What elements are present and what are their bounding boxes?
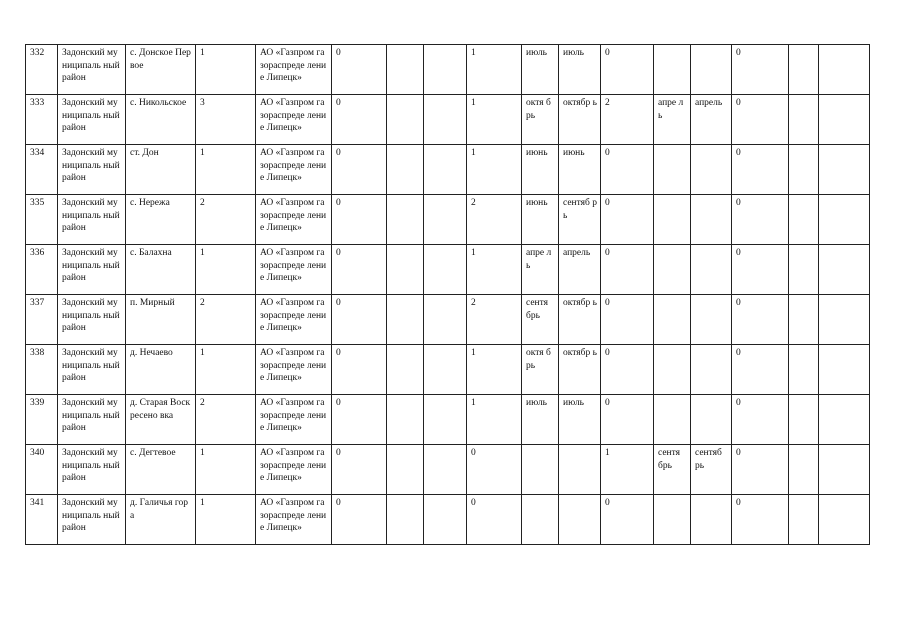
organization-cell: АО «Газпром газораспреде ление Липецк» bbox=[256, 145, 332, 195]
month-start-cell: октя брь bbox=[522, 345, 559, 395]
settlement-cell: п. Мирный bbox=[126, 295, 196, 345]
cell-17 bbox=[819, 345, 870, 395]
cell-9: 1 bbox=[467, 45, 522, 95]
settlement-cell: ст. Дон bbox=[126, 145, 196, 195]
cell-8 bbox=[424, 45, 467, 95]
row-number: 338 bbox=[26, 345, 58, 395]
cell-6: 0 bbox=[332, 395, 387, 445]
month-end-cell: октябр ь bbox=[559, 95, 601, 145]
district-cell: Задонский муниципаль ный район bbox=[58, 245, 126, 295]
month-end-cell: сентяб рь bbox=[559, 195, 601, 245]
settlement-cell: с. Балахна bbox=[126, 245, 196, 295]
cell-12: 0 bbox=[601, 495, 654, 545]
month-start-2-cell bbox=[654, 295, 691, 345]
cell-6: 0 bbox=[332, 95, 387, 145]
table-row bbox=[26, 445, 870, 495]
month-end-2-cell bbox=[691, 195, 732, 245]
month-end-2-cell bbox=[691, 345, 732, 395]
district-cell: Задонский муниципаль ный район bbox=[58, 145, 126, 195]
cell-9: 1 bbox=[467, 145, 522, 195]
settlement-cell: с. Донское Первое bbox=[126, 45, 196, 95]
table-row bbox=[26, 345, 870, 395]
month-start-2-cell bbox=[654, 345, 691, 395]
cell-17 bbox=[819, 295, 870, 345]
row-number: 336 bbox=[26, 245, 58, 295]
settlement-cell: с. Никольское bbox=[126, 95, 196, 145]
month-start-cell: октя брь bbox=[522, 95, 559, 145]
cell-12: 0 bbox=[601, 145, 654, 195]
cell-7 bbox=[387, 195, 424, 245]
cell-8 bbox=[424, 145, 467, 195]
cell-12: 2 bbox=[601, 95, 654, 145]
cell-9: 1 bbox=[467, 345, 522, 395]
cell-15: 0 bbox=[732, 245, 789, 295]
cell-17 bbox=[819, 395, 870, 445]
cell-12: 1 bbox=[601, 445, 654, 495]
month-end-2-cell: сентяб рь bbox=[691, 445, 732, 495]
table-row bbox=[26, 195, 870, 245]
district-cell: Задонский муниципаль ный район bbox=[58, 495, 126, 545]
cell-15: 0 bbox=[732, 345, 789, 395]
organization-cell: АО «Газпром газораспреде ление Липецк» bbox=[256, 195, 332, 245]
month-start-2-cell bbox=[654, 245, 691, 295]
district-cell: Задонский муниципаль ный район bbox=[58, 395, 126, 445]
row-number: 333 bbox=[26, 95, 58, 145]
cell-9: 1 bbox=[467, 395, 522, 445]
count-cell: 3 bbox=[196, 95, 256, 145]
month-start-2-cell: апре ль bbox=[654, 95, 691, 145]
cell-9: 1 bbox=[467, 95, 522, 145]
cell-17 bbox=[819, 245, 870, 295]
month-end-2-cell: апрель bbox=[691, 95, 732, 145]
month-end-cell bbox=[559, 445, 601, 495]
count-cell: 2 bbox=[196, 395, 256, 445]
row-number: 340 bbox=[26, 445, 58, 495]
month-start-2-cell bbox=[654, 395, 691, 445]
cell-8 bbox=[424, 395, 467, 445]
cell-12: 0 bbox=[601, 395, 654, 445]
cell-16 bbox=[789, 245, 819, 295]
cell-17 bbox=[819, 195, 870, 245]
cell-7 bbox=[387, 345, 424, 395]
settlement-cell: д. Нечаево bbox=[126, 345, 196, 395]
cell-6: 0 bbox=[332, 145, 387, 195]
cell-12: 0 bbox=[601, 345, 654, 395]
count-cell: 1 bbox=[196, 345, 256, 395]
month-end-cell: апрель bbox=[559, 245, 601, 295]
cell-17 bbox=[819, 145, 870, 195]
cell-15: 0 bbox=[732, 395, 789, 445]
table-row bbox=[26, 95, 870, 145]
cell-15: 0 bbox=[732, 445, 789, 495]
organization-cell: АО «Газпром газораспреде ление Липецк» bbox=[256, 45, 332, 95]
month-start-cell: апре ль bbox=[522, 245, 559, 295]
month-start-cell: июнь bbox=[522, 145, 559, 195]
cell-16 bbox=[789, 195, 819, 245]
cell-8 bbox=[424, 95, 467, 145]
table-row bbox=[26, 245, 870, 295]
cell-9: 2 bbox=[467, 295, 522, 345]
cell-9: 2 bbox=[467, 195, 522, 245]
organization-cell: АО «Газпром газораспреде ление Липецк» bbox=[256, 445, 332, 495]
count-cell: 1 bbox=[196, 245, 256, 295]
district-cell: Задонский муниципаль ный район bbox=[58, 95, 126, 145]
month-start-2-cell bbox=[654, 195, 691, 245]
organization-cell: АО «Газпром газораспреде ление Липецк» bbox=[256, 345, 332, 395]
gasification-table bbox=[25, 44, 870, 545]
cell-17 bbox=[819, 95, 870, 145]
cell-9: 1 bbox=[467, 245, 522, 295]
month-end-cell: октябр ь bbox=[559, 295, 601, 345]
table-row bbox=[26, 45, 870, 95]
cell-15: 0 bbox=[732, 295, 789, 345]
cell-16 bbox=[789, 445, 819, 495]
cell-6: 0 bbox=[332, 495, 387, 545]
row-number: 337 bbox=[26, 295, 58, 345]
cell-9: 0 bbox=[467, 445, 522, 495]
cell-6: 0 bbox=[332, 195, 387, 245]
count-cell: 1 bbox=[196, 45, 256, 95]
cell-16 bbox=[789, 345, 819, 395]
cell-8 bbox=[424, 445, 467, 495]
table-row bbox=[26, 495, 870, 545]
cell-8 bbox=[424, 295, 467, 345]
organization-cell: АО «Газпром газораспреде ление Липецк» bbox=[256, 295, 332, 345]
month-end-2-cell bbox=[691, 295, 732, 345]
month-start-cell bbox=[522, 495, 559, 545]
month-end-cell: октябр ь bbox=[559, 345, 601, 395]
table-row bbox=[26, 295, 870, 345]
organization-cell: АО «Газпром газораспреде ление Липецк» bbox=[256, 495, 332, 545]
month-end-2-cell bbox=[691, 245, 732, 295]
table-row bbox=[26, 145, 870, 195]
table-row bbox=[26, 395, 870, 445]
cell-7 bbox=[387, 495, 424, 545]
row-number: 341 bbox=[26, 495, 58, 545]
organization-cell: АО «Газпром газораспреде ление Липецк» bbox=[256, 95, 332, 145]
cell-15: 0 bbox=[732, 495, 789, 545]
cell-7 bbox=[387, 395, 424, 445]
district-cell: Задонский муниципаль ный район bbox=[58, 345, 126, 395]
row-number: 339 bbox=[26, 395, 58, 445]
month-start-cell: июнь bbox=[522, 195, 559, 245]
district-cell: Задонский муниципаль ный район bbox=[58, 45, 126, 95]
cell-8 bbox=[424, 345, 467, 395]
cell-7 bbox=[387, 45, 424, 95]
month-start-2-cell: сентя брь bbox=[654, 445, 691, 495]
cell-7 bbox=[387, 295, 424, 345]
month-start-2-cell bbox=[654, 495, 691, 545]
cell-15: 0 bbox=[732, 145, 789, 195]
cell-15: 0 bbox=[732, 45, 789, 95]
cell-8 bbox=[424, 245, 467, 295]
cell-16 bbox=[789, 395, 819, 445]
month-end-cell: июль bbox=[559, 45, 601, 95]
month-start-cell bbox=[522, 445, 559, 495]
district-cell: Задонский муниципаль ный район bbox=[58, 445, 126, 495]
cell-6: 0 bbox=[332, 245, 387, 295]
month-end-2-cell bbox=[691, 495, 732, 545]
month-end-2-cell bbox=[691, 145, 732, 195]
cell-12: 0 bbox=[601, 295, 654, 345]
month-start-cell: сентя брь bbox=[522, 295, 559, 345]
cell-6: 0 bbox=[332, 295, 387, 345]
table-body bbox=[26, 45, 870, 545]
cell-7 bbox=[387, 445, 424, 495]
settlement-cell: с. Дегтевое bbox=[126, 445, 196, 495]
district-cell: Задонский муниципаль ный район bbox=[58, 295, 126, 345]
month-end-cell: июль bbox=[559, 395, 601, 445]
count-cell: 2 bbox=[196, 295, 256, 345]
cell-12: 0 bbox=[601, 195, 654, 245]
cell-8 bbox=[424, 195, 467, 245]
count-cell: 1 bbox=[196, 445, 256, 495]
cell-12: 0 bbox=[601, 245, 654, 295]
count-cell: 1 bbox=[196, 145, 256, 195]
cell-17 bbox=[819, 445, 870, 495]
cell-7 bbox=[387, 245, 424, 295]
district-cell: Задонский муниципаль ный район bbox=[58, 195, 126, 245]
cell-9: 0 bbox=[467, 495, 522, 545]
month-end-2-cell bbox=[691, 45, 732, 95]
month-start-cell: июль bbox=[522, 45, 559, 95]
month-end-cell bbox=[559, 495, 601, 545]
cell-16 bbox=[789, 45, 819, 95]
cell-16 bbox=[789, 495, 819, 545]
cell-15: 0 bbox=[732, 95, 789, 145]
cell-16 bbox=[789, 95, 819, 145]
cell-6: 0 bbox=[332, 445, 387, 495]
cell-6: 0 bbox=[332, 345, 387, 395]
cell-16 bbox=[789, 145, 819, 195]
cell-12: 0 bbox=[601, 45, 654, 95]
organization-cell: АО «Газпром газораспреде ление Липецк» bbox=[256, 245, 332, 295]
row-number: 335 bbox=[26, 195, 58, 245]
count-cell: 2 bbox=[196, 195, 256, 245]
cell-16 bbox=[789, 295, 819, 345]
month-start-cell: июль bbox=[522, 395, 559, 445]
organization-cell: АО «Газпром газораспреде ление Липецк» bbox=[256, 395, 332, 445]
month-end-2-cell bbox=[691, 395, 732, 445]
month-start-2-cell bbox=[654, 145, 691, 195]
cell-7 bbox=[387, 145, 424, 195]
cell-15: 0 bbox=[732, 195, 789, 245]
count-cell: 1 bbox=[196, 495, 256, 545]
cell-8 bbox=[424, 495, 467, 545]
month-end-cell: июнь bbox=[559, 145, 601, 195]
row-number: 334 bbox=[26, 145, 58, 195]
cell-17 bbox=[819, 45, 870, 95]
cell-17 bbox=[819, 495, 870, 545]
cell-6: 0 bbox=[332, 45, 387, 95]
settlement-cell: с. Нережа bbox=[126, 195, 196, 245]
settlement-cell: д. Старая Воскресено вка bbox=[126, 395, 196, 445]
cell-7 bbox=[387, 95, 424, 145]
settlement-cell: д. Галичья гора bbox=[126, 495, 196, 545]
row-number: 332 bbox=[26, 45, 58, 95]
month-start-2-cell bbox=[654, 45, 691, 95]
